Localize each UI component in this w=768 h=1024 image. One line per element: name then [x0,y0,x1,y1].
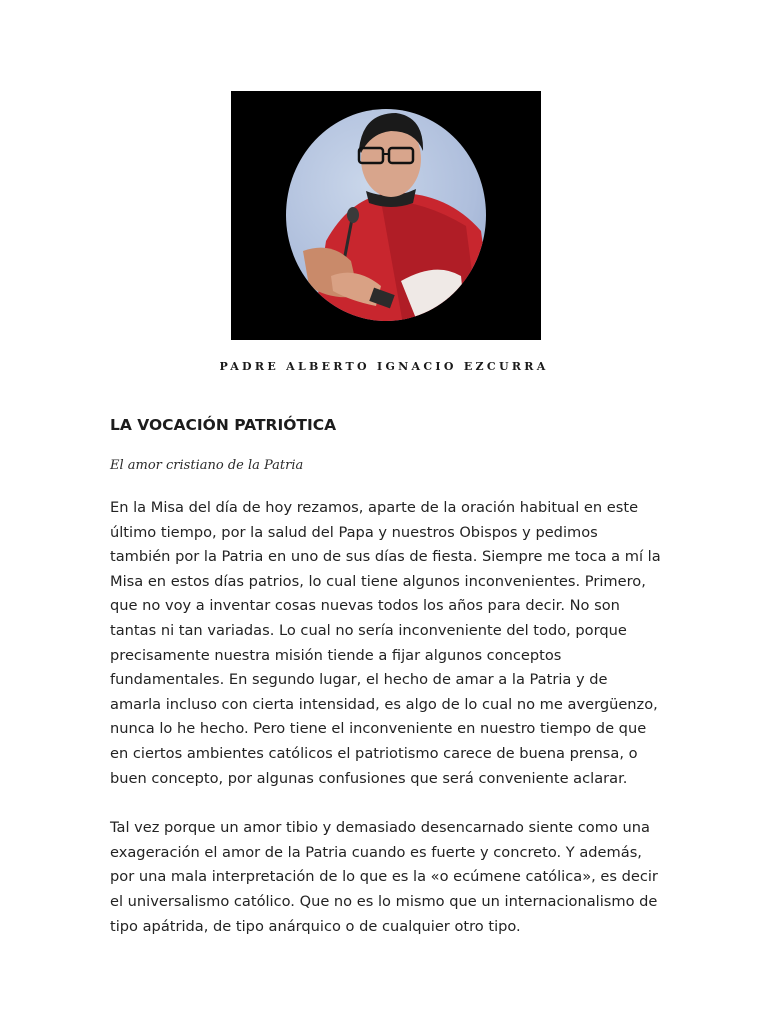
article-body [110,415,662,964]
article-title: LA VOCACIÓN PATRIÓTICA [110,416,337,434]
portrait-photo [231,91,541,340]
portrait-caption: PADRE ALBERTO IGNACIO EZCURRA [219,360,549,373]
paragraph: Tal vez porque un amor tibio y demasiado desencarnado siente como una exageración el amor de la Patria cuando es fuerte y concreto. Y además, por una mala interpretación de lo que es la «o ecúmene católica», es decir el universalismo católico. Que no es lo mismo que un internacionalismo de tipo apátrida, de tipo anárquico o de cualquier otro tipo. [110,819,658,935]
portrait-illustration [231,91,541,340]
paragraph: En la Misa del día de hoy rezamos, aparte de la oración habitual en este último tiempo, por la salud del Papa y nuestros Obispos y pedimos también por la Patria en uno de sus días de fiesta. Siempre me toca a mí la Misa en estos días patrios, lo cual tiene algunos inconvenientes. Primero, que no voy a inventar cosas nuevas todos los años para decir. No son tantas ni tan variadas. Lo cual no sería inconveniente del todo, porque precisamente nuestra misión tiende a fijar algunos conceptos fundamentales. En segundo lugar, el hecho de amar a la Patria y de amarla incluso con cierta intensidad, es algo de lo cual no me avergüenzo, nunca lo he hecho. Pero tiene el inconveniente en nuestro tiempo de que en ciertos ambientes católicos el patriotismo carece de buena prensa, o buen concepto, por algunas confusiones que será conveniente aclarar. [110,499,661,787]
article-subtitle: El amor cristiano de la Patria [110,458,304,473]
